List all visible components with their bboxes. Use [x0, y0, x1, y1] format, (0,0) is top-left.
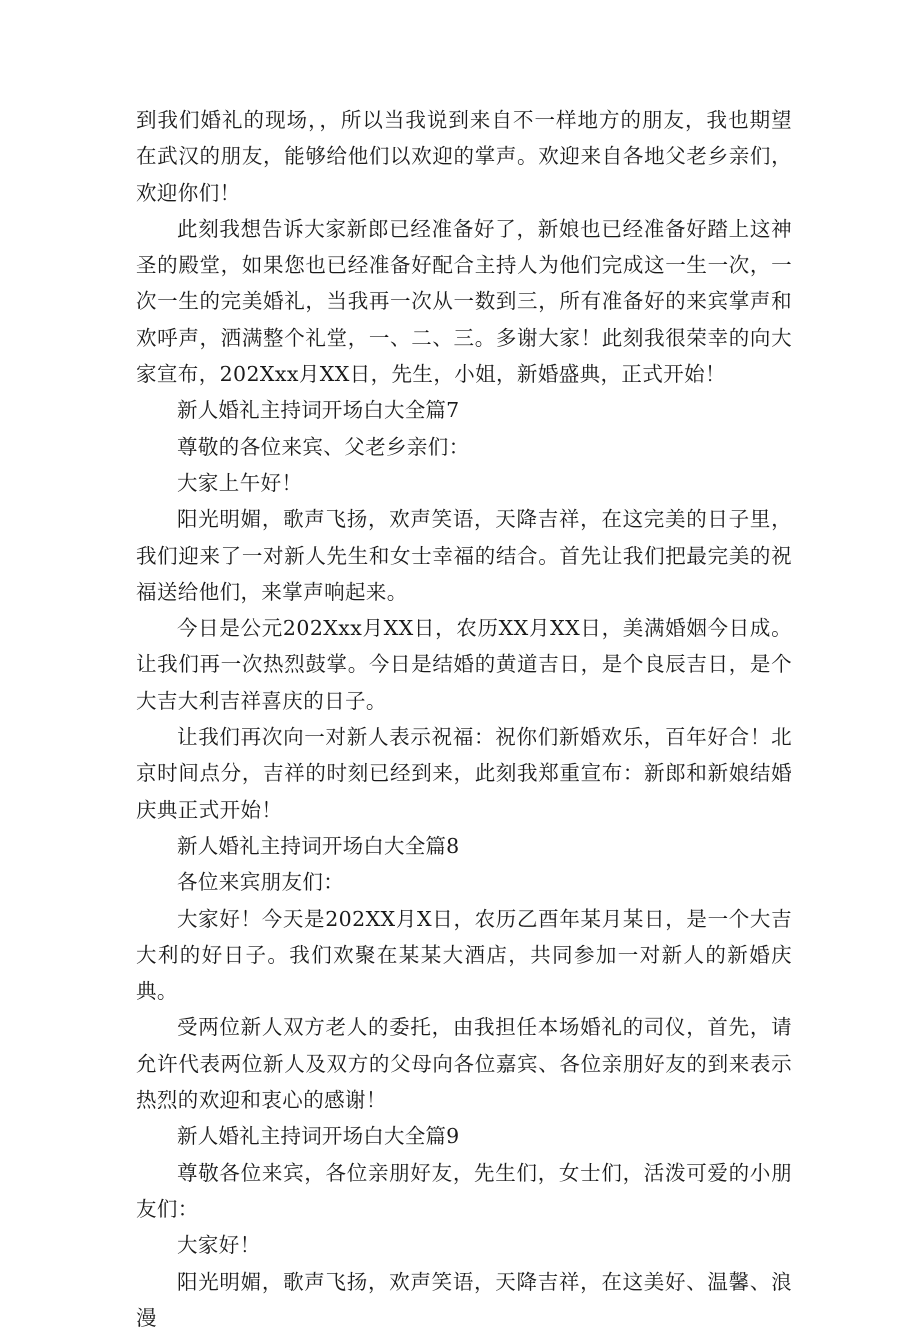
paragraph-guests-salutation: 各位来宾朋友们：: [136, 864, 792, 900]
section-heading-8: 新人婚礼主持词开场白大全篇8: [136, 828, 792, 864]
paragraph-greeting: 大家上午好！: [136, 465, 792, 501]
paragraph-sunshine-9: 阳光明媚，歌声飞扬，欢声笑语，天降吉祥，在这美好、温馨、浪漫: [136, 1264, 792, 1336]
paragraph-date: 今日是公元202Xxx月XX日，农历XX月XX日，美满婚姻今日成。让我们再一次热烈鼓掌。今日是结婚的黄道吉日，是个良辰吉日，是个大吉大利吉祥喜庆的日子。: [136, 610, 792, 719]
paragraph-thanks: 受两位新人双方老人的委托，由我担任本场婚礼的司仪，首先，请允许代表两位新人及双方的父母向各位嘉宾、各位亲朋好友的到来表示热烈的欢迎和衷心的感谢！: [136, 1009, 792, 1118]
document-page: [136, 102, 792, 1336]
paragraph-salutation-9: 尊敬各位来宾，各位亲朋好友，先生们，女士们，活泼可爱的小朋友们：: [136, 1155, 792, 1228]
section-heading-7: 新人婚礼主持词开场白大全篇7: [136, 392, 792, 428]
paragraph-greeting-9: 大家好！: [136, 1227, 792, 1263]
paragraph-good-day: 大家好！今天是202XX月X日，农历乙酉年某月某日，是一个大吉大利的好日子。我们欢聚在某某大酒店，共同参加一对新人的新婚庆典。: [136, 901, 792, 1010]
paragraph-blessing: 让我们再次向一对新人表示祝福：祝你们新婚欢乐，百年好合！北京时间点分，吉祥的时刻已经到来，此刻我郑重宣布：新郎和新娘结婚庆典正式开始！: [136, 719, 792, 828]
section-heading-9: 新人婚礼主持词开场白大全篇9: [136, 1118, 792, 1154]
paragraph-ceremony-start: 此刻我想告诉大家新郎已经准备好了，新娘也已经准备好踏上这神圣的殿堂，如果您也已经准备好配合主持人为他们完成这一生一次，一次一生的完美婚礼，当我再一次从一数到三，所有准备好的来宾掌声和欢呼声，洒满整个礼堂，一、二、三。多谢大家！此刻我很荣幸的向大家宣布，202Xxx月XX日，先生，小姐，新婚盛典，正式开始！: [136, 211, 792, 392]
paragraph-continued: 到我们婚礼的现场，，所以当我说到来自不一样地方的朋友，我也期望在武汉的朋友，能够给他们以欢迎的掌声。欢迎来自各地父老乡亲们，欢迎你们！: [136, 102, 792, 211]
paragraph-sunshine: 阳光明媚，歌声飞扬，欢声笑语，天降吉祥，在这完美的日子里，我们迎来了一对新人先生和女士幸福的结合。首先让我们把最完美的祝福送给他们，来掌声响起来。: [136, 501, 792, 610]
paragraph-greeting-salutation: 尊敬的各位来宾、父老乡亲们：: [136, 429, 792, 465]
